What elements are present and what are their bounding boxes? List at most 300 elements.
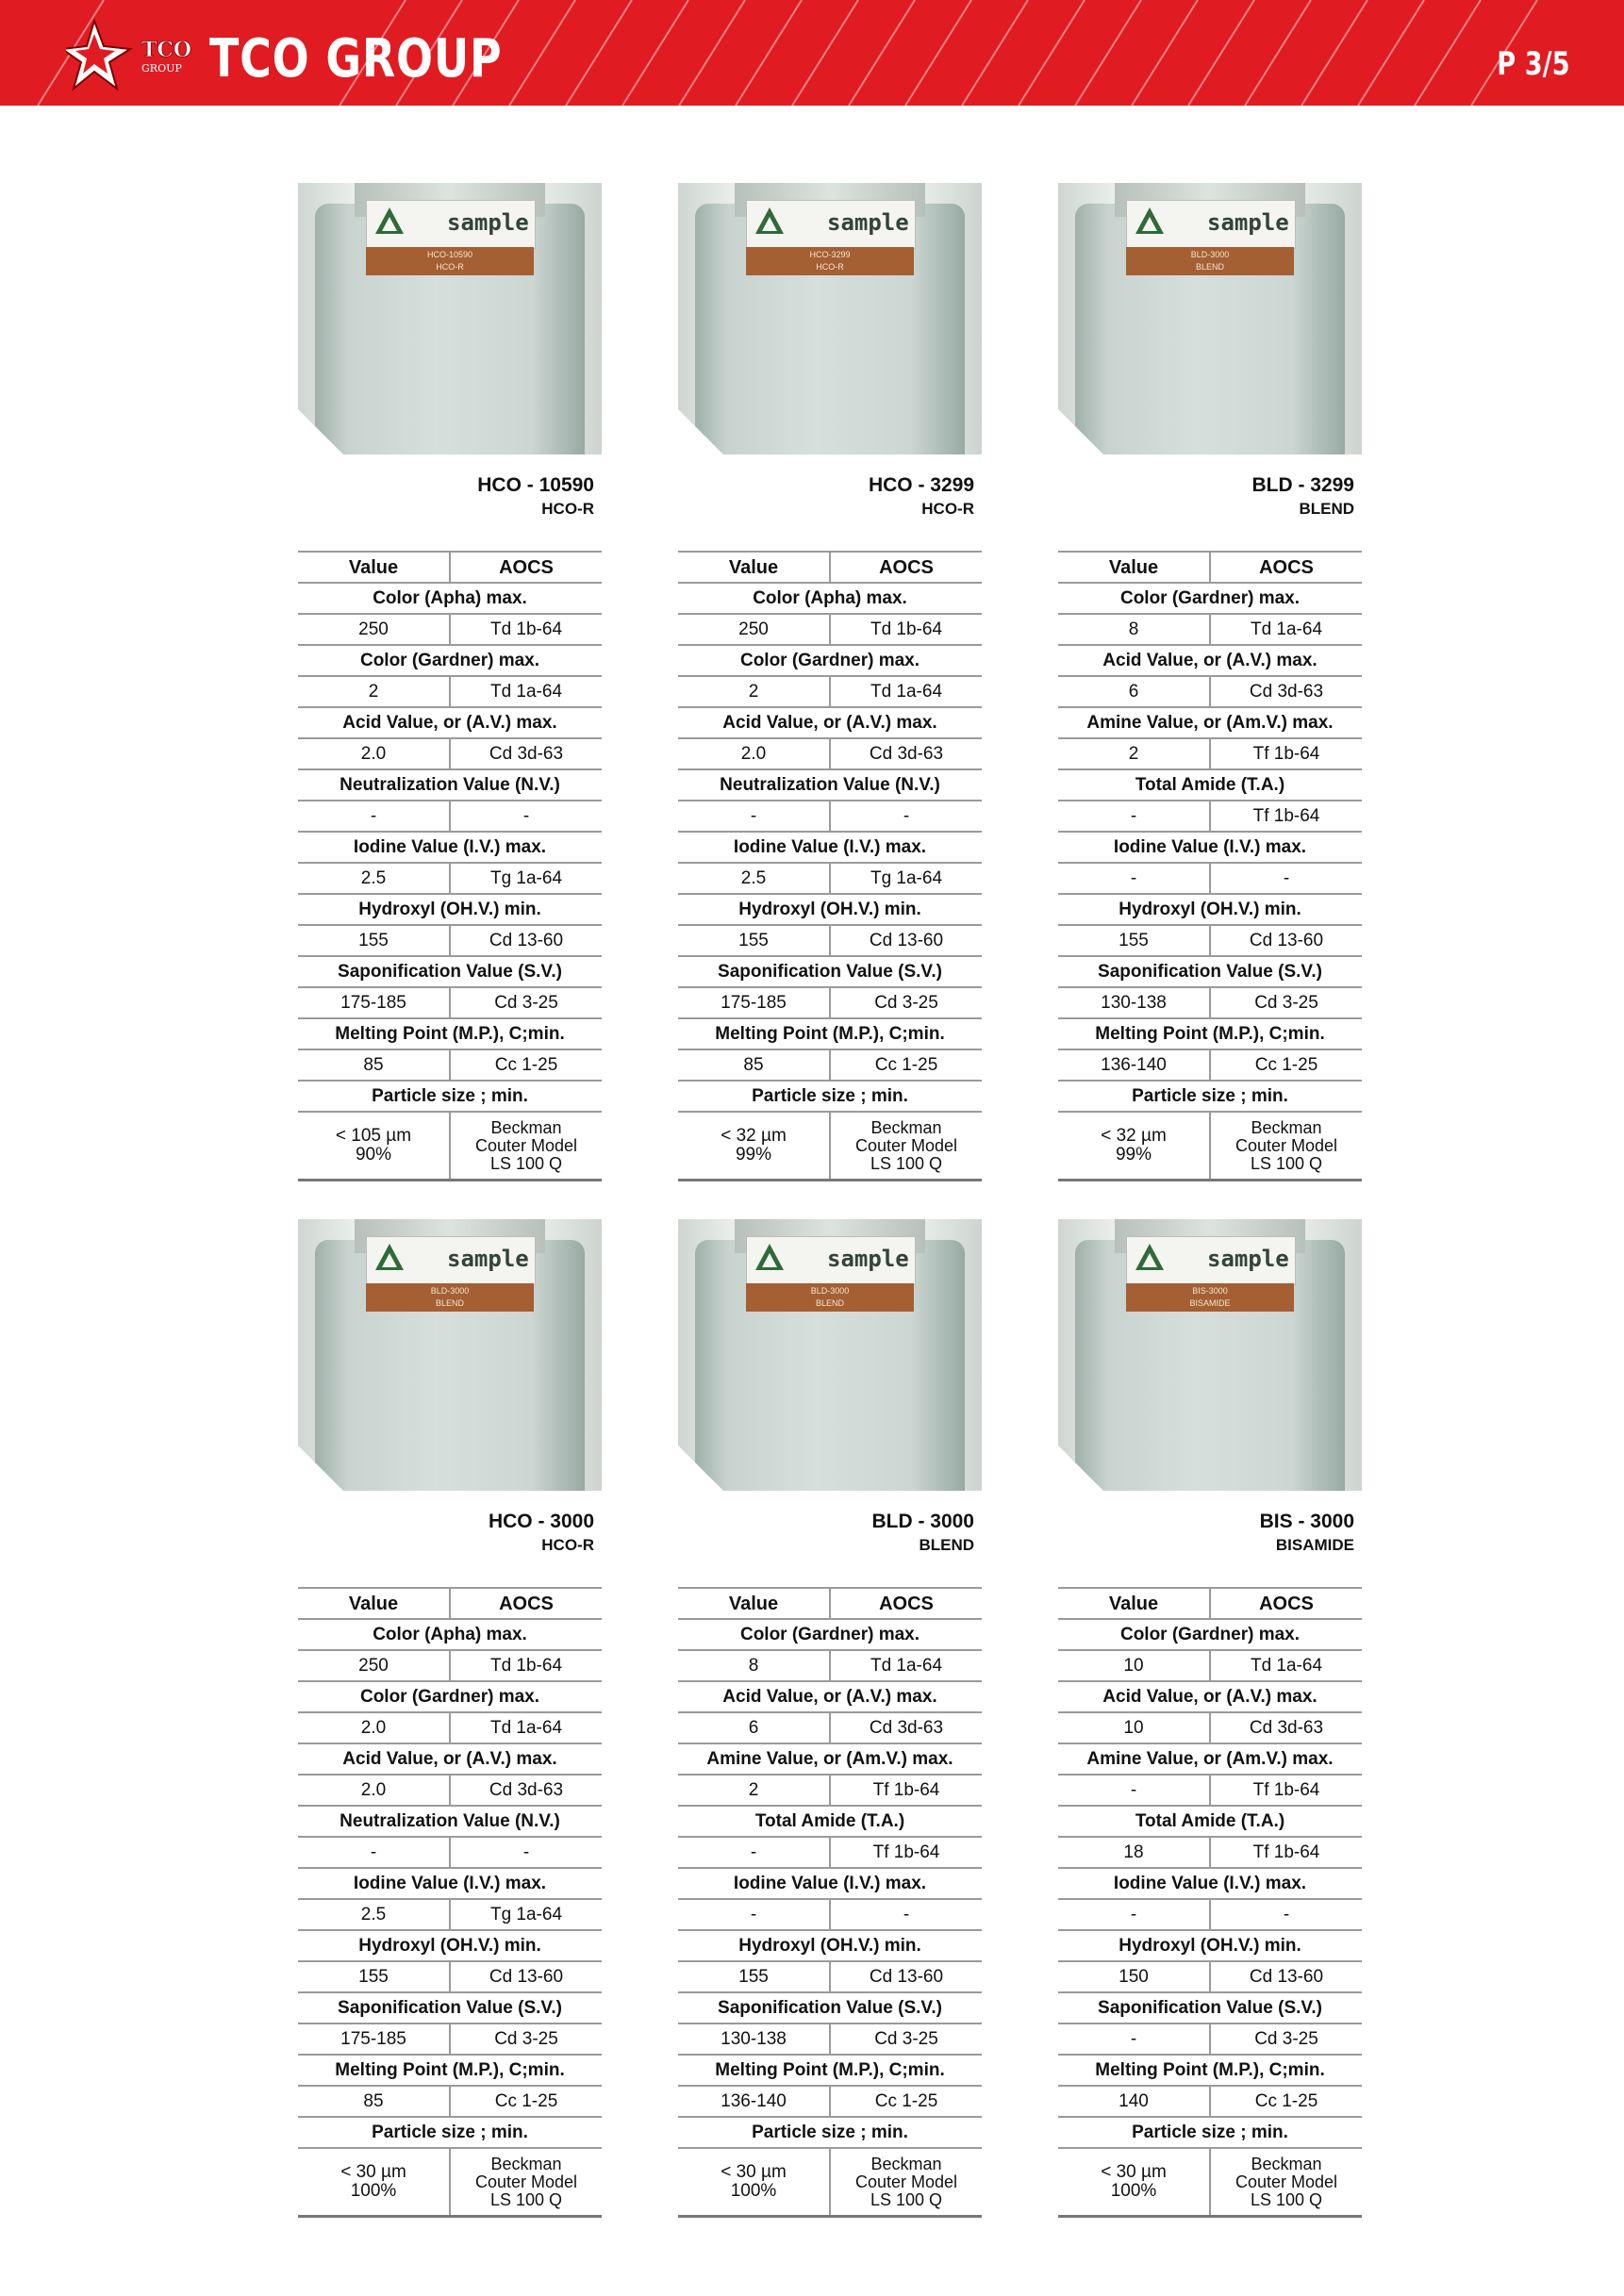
aocs-cell: -	[450, 1837, 602, 1868]
triangle-icon-inner	[762, 1253, 777, 1267]
property-row	[298, 894, 602, 925]
property-row	[298, 1992, 602, 2023]
property-row	[298, 1806, 602, 1837]
aocs-line: Couter Model	[854, 1135, 958, 1155]
value-cell: -	[1058, 2023, 1210, 2055]
product-title	[1058, 473, 1362, 520]
header-value: Value	[678, 552, 830, 583]
header-value: Value	[298, 552, 450, 583]
jar-code: HCO-10590	[426, 250, 473, 259]
property-row	[1058, 1619, 1362, 1650]
property-name: Iodine Value (I.V.) max.	[298, 1868, 602, 1899]
aocs-line: Beckman	[1251, 1117, 1322, 1137]
jar-label-band	[1126, 247, 1294, 275]
jar-label-band	[366, 1283, 534, 1312]
spec-table	[298, 551, 602, 1181]
aocs-cell: Cd 3-25	[830, 2023, 982, 2055]
jar-label-word: sample	[1207, 209, 1289, 236]
aocs-cell: Td 1a-64	[450, 1712, 602, 1743]
value-row	[1058, 1837, 1362, 1868]
value-cell: 6	[1058, 676, 1210, 707]
value-row	[678, 987, 982, 1018]
aocs-line: LS 100 Q	[489, 2189, 563, 2209]
value-row	[1058, 1712, 1362, 1743]
spec-table	[678, 551, 982, 1181]
product-photo	[298, 1219, 602, 1491]
property-name: Iodine Value (I.V.) max.	[678, 1868, 982, 1899]
property-name: Melting Point (M.P.), C;min.	[1058, 2055, 1362, 2086]
logo-subtext: GROUP	[141, 62, 182, 74]
value-cell: 2.5	[298, 863, 450, 894]
particle-size-value: < 105 µm	[335, 1126, 412, 1146]
jar-code: BIS-3000	[1192, 1286, 1228, 1296]
property-row	[678, 1619, 982, 1650]
value-cell: 155	[298, 925, 450, 956]
photo-corner-fold	[1058, 409, 1103, 454]
jar-subcode: HCO-R	[816, 262, 844, 272]
property-name: Melting Point (M.P.), C;min.	[678, 2055, 982, 2086]
jar-code: BLD-3000	[810, 1286, 850, 1296]
aocs-cell: Cc 1-25	[1210, 2086, 1362, 2117]
aocs-cell: -	[830, 1899, 982, 1930]
jar-subcode: BISAMIDE	[1189, 1298, 1231, 1308]
value-cell: 85	[298, 1049, 450, 1081]
value-cell: -	[1058, 1899, 1210, 1930]
property-name: Hydroxyl (OH.V.) min.	[298, 1930, 602, 1961]
value-row	[1058, 1775, 1362, 1806]
property-name: Acid Value, or (A.V.) max.	[298, 707, 602, 738]
value-cell: 2.0	[298, 738, 450, 769]
property-name: Amine Value, or (Am.V.) max.	[1058, 1743, 1362, 1775]
property-row	[678, 769, 982, 801]
header-bottom-edge	[0, 106, 1624, 121]
product-code: BLD - 3000	[871, 1511, 974, 1532]
property-name: Iodine Value (I.V.) max.	[1058, 1868, 1362, 1899]
property-name: Hydroxyl (OH.V.) min.	[1058, 1930, 1362, 1961]
property-name: Saponification Value (S.V.)	[678, 956, 982, 987]
aocs-line: Couter Model	[854, 2172, 958, 2191]
particle-value-cell	[678, 1112, 830, 1181]
aocs-line: Beckman	[490, 2154, 562, 2173]
value-row	[1058, 676, 1362, 707]
value-row	[678, 801, 982, 832]
particle-size-row	[678, 1112, 982, 1181]
aocs-cell: Tg 1a-64	[450, 863, 602, 894]
aocs-line: Beckman	[490, 1117, 562, 1137]
jar-label-word: sample	[1207, 1246, 1289, 1272]
particle-size-value: < 32 µm	[1101, 1126, 1167, 1146]
property-name: Color (Gardner) max.	[1058, 583, 1362, 614]
property-row	[678, 1081, 982, 1112]
particle-size-row	[678, 2148, 982, 2217]
header-aocs: AOCS	[450, 552, 602, 583]
aocs-cell: Cc 1-25	[1210, 1049, 1362, 1081]
jar-label-band	[746, 247, 914, 275]
particle-percent-value: 99%	[735, 1145, 772, 1165]
property-row	[678, 645, 982, 676]
value-cell: 85	[678, 1049, 830, 1081]
property-name: Hydroxyl (OH.V.) min.	[298, 894, 602, 925]
aocs-cell: Cd 13-60	[1210, 1961, 1362, 1992]
property-row	[678, 894, 982, 925]
property-row	[298, 1018, 602, 1049]
value-row	[678, 2086, 982, 2117]
page-header	[0, 0, 1624, 121]
value-row	[298, 738, 602, 769]
particle-percent-value: 90%	[355, 1145, 392, 1165]
property-row	[1058, 956, 1362, 987]
property-row	[298, 645, 602, 676]
aocs-cell: Td 1a-64	[1210, 614, 1362, 645]
triangle-icon-inner	[762, 217, 777, 231]
property-row	[678, 1992, 982, 2023]
value-row	[298, 2086, 602, 2117]
property-name: Hydroxyl (OH.V.) min.	[678, 894, 982, 925]
aocs-cell: Cd 3-25	[1210, 987, 1362, 1018]
property-row	[1058, 1681, 1362, 1712]
jar-label-band	[366, 247, 534, 275]
product-type: HCO-R	[921, 500, 974, 518]
value-row	[678, 1712, 982, 1743]
aocs-line: Beckman	[870, 2154, 942, 2173]
value-cell: 250	[298, 614, 450, 645]
aocs-cell: Cd 3d-63	[830, 1712, 982, 1743]
aocs-cell: Cd 13-60	[830, 1961, 982, 1992]
value-row	[298, 863, 602, 894]
jar-code: BLD-3000	[430, 1286, 470, 1296]
value-cell: 140	[1058, 2086, 1210, 2117]
jar-label-word: sample	[447, 209, 529, 236]
header-aocs: AOCS	[830, 552, 982, 583]
property-row	[678, 956, 982, 987]
property-row	[298, 583, 602, 614]
aocs-cell: -	[1210, 1899, 1362, 1930]
value-cell: -	[678, 801, 830, 832]
property-name: Total Amide (T.A.)	[678, 1806, 982, 1837]
property-row	[678, 1681, 982, 1712]
property-name: Iodine Value (I.V.) max.	[1058, 832, 1362, 863]
aocs-cell: Cd 13-60	[450, 925, 602, 956]
aocs-line: LS 100 Q	[1250, 2189, 1323, 2209]
value-cell: 2.0	[678, 738, 830, 769]
spec-table	[1058, 551, 1362, 1181]
value-row	[1058, 801, 1362, 832]
jar-label-band	[746, 1283, 914, 1312]
property-row	[298, 1930, 602, 1961]
property-row	[1058, 1743, 1362, 1775]
triangle-icon-inner	[382, 1253, 397, 1267]
aocs-line: Beckman	[870, 1117, 942, 1137]
aocs-cell: Tg 1a-64	[830, 863, 982, 894]
particle-value-cell	[678, 2148, 830, 2217]
value-cell: 250	[298, 1650, 450, 1681]
header-value: Value	[1058, 552, 1210, 583]
aocs-cell: Cc 1-25	[830, 1049, 982, 1081]
value-cell: 2.0	[298, 1775, 450, 1806]
triangle-icon-inner	[1142, 217, 1157, 231]
jar-label-word: sample	[827, 209, 909, 236]
property-row	[298, 956, 602, 987]
table-header-row	[298, 552, 602, 583]
particle-value-cell	[298, 2148, 450, 2217]
property-row	[678, 1930, 982, 1961]
property-row	[678, 2055, 982, 2086]
particle-size-name: Particle size ; min.	[1058, 1081, 1362, 1112]
particle-size-name: Particle size ; min.	[298, 1081, 602, 1112]
value-row	[298, 1650, 602, 1681]
product-card	[1058, 1219, 1362, 2218]
product-title	[678, 1510, 982, 1557]
value-row	[678, 925, 982, 956]
particle-size-name: Particle size ; min.	[678, 1081, 982, 1112]
value-cell: -	[298, 1837, 450, 1868]
product-type: HCO-R	[541, 500, 594, 518]
particle-size-name: Particle size ; min.	[1058, 2117, 1362, 2148]
aocs-cell: Cc 1-25	[450, 1049, 602, 1081]
value-cell: 2	[678, 676, 830, 707]
aocs-cell: Cc 1-25	[450, 2086, 602, 2117]
property-row	[1058, 2117, 1362, 2148]
header-aocs: AOCS	[1210, 1588, 1362, 1619]
property-name: Color (Gardner) max.	[678, 645, 982, 676]
value-row	[678, 1961, 982, 1992]
property-row	[1058, 894, 1362, 925]
property-row	[678, 2117, 982, 2148]
particle-percent-value: 100%	[730, 2181, 777, 2201]
value-row	[678, 676, 982, 707]
particle-size-row	[298, 1112, 602, 1181]
product-card	[1058, 183, 1362, 1181]
header-value: Value	[1058, 1588, 1210, 1619]
aocs-cell: Cd 13-60	[450, 1961, 602, 1992]
property-row	[1058, 769, 1362, 801]
value-cell: 2.5	[678, 863, 830, 894]
value-row	[678, 1049, 982, 1081]
product-title	[298, 473, 602, 520]
aocs-cell: Cd 3-25	[830, 987, 982, 1018]
value-cell: 8	[1058, 614, 1210, 645]
value-cell: -	[1058, 1775, 1210, 1806]
property-row	[298, 1681, 602, 1712]
jar-label-word: sample	[447, 1246, 529, 1272]
aocs-line: Couter Model	[474, 1135, 578, 1155]
value-cell: 6	[678, 1712, 830, 1743]
property-row	[298, 1081, 602, 1112]
aocs-cell: Td 1a-64	[830, 676, 982, 707]
logo-text: TCO	[141, 38, 192, 62]
value-row	[298, 925, 602, 956]
property-row	[298, 769, 602, 801]
value-cell: 10	[1058, 1650, 1210, 1681]
value-cell: 2.5	[298, 1899, 450, 1930]
aocs-cell: Cd 13-60	[830, 925, 982, 956]
particle-aocs-cell	[450, 2148, 602, 2217]
table-header-row	[678, 1588, 982, 1619]
aocs-cell: Cd 3-25	[450, 2023, 602, 2055]
jar-subcode: BLEND	[435, 1298, 464, 1308]
property-name: Iodine Value (I.V.) max.	[298, 832, 602, 863]
aocs-cell: Cd 3d-63	[1210, 676, 1362, 707]
product-photo	[678, 183, 982, 454]
property-name: Saponification Value (S.V.)	[298, 956, 602, 987]
value-row	[298, 1775, 602, 1806]
value-row	[678, 1837, 982, 1868]
aocs-line: Couter Model	[1235, 1135, 1338, 1155]
product-code: HCO - 3299	[868, 474, 974, 496]
value-row	[298, 801, 602, 832]
product-photo	[678, 1219, 982, 1491]
header-value: Value	[298, 1588, 450, 1619]
property-name: Neutralization Value (N.V.)	[298, 1806, 602, 1837]
particle-aocs-cell	[830, 1112, 982, 1181]
value-row	[298, 2023, 602, 2055]
property-name: Saponification Value (S.V.)	[678, 1992, 982, 2023]
tco-logo-icon	[66, 13, 217, 98]
aocs-cell: Td 1a-64	[450, 676, 602, 707]
jar-subcode: HCO-R	[436, 262, 464, 272]
value-row	[678, 738, 982, 769]
aocs-cell: -	[1210, 863, 1362, 894]
header-aocs: AOCS	[450, 1588, 602, 1619]
property-name: Color (Apha) max.	[298, 583, 602, 614]
aocs-line: LS 100 Q	[1250, 1153, 1323, 1173]
jar-code: HCO-3299	[809, 250, 851, 259]
property-row	[678, 707, 982, 738]
value-row	[678, 2023, 982, 2055]
value-cell: 2	[1058, 738, 1210, 769]
aocs-cell: Tf 1b-64	[830, 1837, 982, 1868]
aocs-cell: Cd 3d-63	[450, 1775, 602, 1806]
aocs-cell: Cd 13-60	[1210, 925, 1362, 956]
product-code: BIS - 3000	[1259, 1511, 1354, 1532]
particle-size-row	[1058, 2148, 1362, 2217]
property-row	[298, 832, 602, 863]
header-aocs: AOCS	[1210, 552, 1362, 583]
value-row	[1058, 738, 1362, 769]
property-row	[298, 2117, 602, 2148]
product-type: BISAMIDE	[1275, 1536, 1354, 1554]
value-row	[678, 614, 982, 645]
particle-size-row	[1058, 1112, 1362, 1181]
product-photo	[298, 183, 602, 454]
table-header-row	[298, 1588, 602, 1619]
product-card	[298, 183, 602, 1181]
photo-corner-fold	[678, 1445, 723, 1491]
property-row	[298, 1619, 602, 1650]
property-name: Saponification Value (S.V.)	[298, 1992, 602, 2023]
property-name: Melting Point (M.P.), C;min.	[298, 2055, 602, 2086]
product-type: HCO-R	[541, 1536, 594, 1554]
aocs-line: LS 100 Q	[870, 1153, 943, 1173]
property-name: Total Amide (T.A.)	[1058, 769, 1362, 801]
value-row	[678, 1899, 982, 1930]
photo-corner-fold	[678, 409, 723, 454]
header-value: Value	[678, 1588, 830, 1619]
property-name: Acid Value, or (A.V.) max.	[298, 1743, 602, 1775]
value-row	[298, 1712, 602, 1743]
property-name: Amine Value, or (Am.V.) max.	[1058, 707, 1362, 738]
value-cell: 2	[298, 676, 450, 707]
value-row	[1058, 987, 1362, 1018]
aocs-line: Beckman	[1251, 2154, 1322, 2173]
product-card	[678, 183, 982, 1181]
jar-code: BLD-3000	[1190, 250, 1230, 259]
value-cell: 155	[1058, 925, 1210, 956]
product-code: HCO - 3000	[488, 1511, 594, 1532]
value-cell: -	[678, 1837, 830, 1868]
property-name: Iodine Value (I.V.) max.	[678, 832, 982, 863]
property-name: Color (Gardner) max.	[678, 1619, 982, 1650]
property-row	[678, 583, 982, 614]
value-row	[298, 1961, 602, 1992]
particle-percent-value: 99%	[1115, 1145, 1152, 1165]
value-row	[298, 1899, 602, 1930]
particle-percent-value: 100%	[1110, 2181, 1157, 2201]
aocs-cell: Td 1a-64	[1210, 1650, 1362, 1681]
property-name: Saponification Value (S.V.)	[1058, 956, 1362, 987]
aocs-cell: -	[450, 801, 602, 832]
particle-aocs-cell	[1210, 2148, 1362, 2217]
property-name: Acid Value, or (A.V.) max.	[1058, 1681, 1362, 1712]
photo-corner-fold	[1058, 1445, 1103, 1491]
aocs-cell: Tg 1a-64	[450, 1899, 602, 1930]
aocs-cell: -	[830, 801, 982, 832]
product-card	[298, 1219, 602, 2218]
value-cell: -	[298, 801, 450, 832]
table-header-row	[1058, 1588, 1362, 1619]
spec-table	[1058, 1587, 1362, 2218]
particle-size-value: < 30 µm	[1101, 2162, 1167, 2182]
value-row	[1058, 2086, 1362, 2117]
aocs-line: Couter Model	[474, 2172, 578, 2191]
value-row	[1058, 614, 1362, 645]
particle-percent-value: 100%	[350, 2181, 397, 2201]
product-title	[1058, 1510, 1362, 1557]
spec-table	[298, 1587, 602, 2218]
property-row	[1058, 707, 1362, 738]
value-row	[678, 1775, 982, 1806]
value-cell: 2.0	[298, 1712, 450, 1743]
particle-size-name: Particle size ; min.	[678, 2117, 982, 2148]
property-name: Saponification Value (S.V.)	[1058, 1992, 1362, 2023]
product-title	[678, 473, 982, 520]
value-row	[298, 1049, 602, 1081]
value-cell: 155	[678, 925, 830, 956]
table-header-row	[1058, 552, 1362, 583]
property-name: Total Amide (T.A.)	[1058, 1806, 1362, 1837]
particle-aocs-cell	[830, 2148, 982, 2217]
aocs-cell: Td 1b-64	[450, 614, 602, 645]
value-cell: 175-185	[678, 987, 830, 1018]
triangle-icon-inner	[1142, 1253, 1157, 1267]
particle-value-cell	[298, 1112, 450, 1181]
property-row	[678, 1743, 982, 1775]
value-row	[298, 1837, 602, 1868]
property-row	[1058, 832, 1362, 863]
value-cell: 130-138	[1058, 987, 1210, 1018]
aocs-cell: Cd 3-25	[450, 987, 602, 1018]
aocs-cell: Tf 1b-64	[1210, 738, 1362, 769]
product-photo	[1058, 183, 1362, 454]
property-row	[298, 707, 602, 738]
value-cell: -	[1058, 863, 1210, 894]
property-row	[1058, 583, 1362, 614]
value-row	[1058, 1961, 1362, 1992]
jar-subcode: BLEND	[815, 1298, 844, 1308]
property-row	[678, 1868, 982, 1899]
product-photo	[1058, 1219, 1362, 1491]
aocs-cell: Td 1b-64	[450, 1650, 602, 1681]
